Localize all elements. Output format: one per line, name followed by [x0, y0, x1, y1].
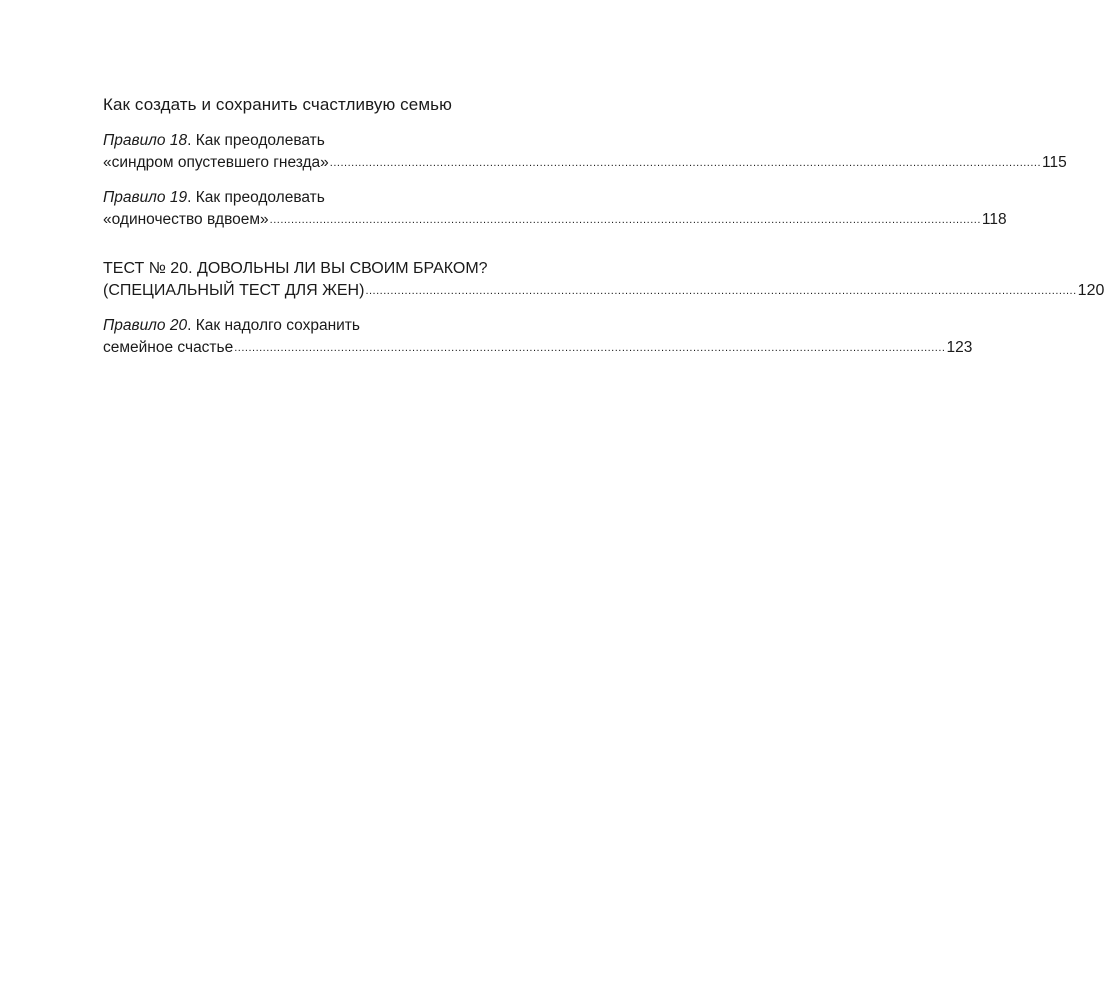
page-number: 120	[1077, 282, 1104, 299]
entry-subtitle: семейное счастье	[103, 339, 234, 356]
page-number: 123	[946, 339, 973, 356]
rule-title: . Как надолго сохранить	[187, 317, 360, 334]
entry-subtitle: «синдром опустевшего гнезда»	[103, 154, 329, 171]
rule-label: Правило 18	[103, 132, 188, 149]
toc-entry-rule-20	[103, 315, 973, 360]
entry-title-line	[103, 130, 568, 152]
toc-entry-rule-18	[103, 130, 1067, 175]
dot-leader: ........................................................................................................................................................................................................	[329, 157, 1042, 169]
test-title-line: ТЕСТ № 20. ДОВОЛЬНЫ ЛИ ВЫ СВОИМ БРАКОМ?	[103, 260, 488, 277]
test-subtitle: (СПЕЦИАЛЬНЫЙ ТЕСТ ДЛЯ ЖЕН)	[103, 282, 365, 299]
toc-entry-test-20	[103, 258, 1104, 303]
toc-entry-rule-19	[103, 187, 1007, 232]
entry-leader-line	[103, 209, 1007, 232]
dot-leader: ........................................................................................................................................................................................................	[365, 285, 1077, 297]
rule-label: Правило 19	[103, 189, 188, 206]
dot-leader: ........................................................................................................................................................................................................	[269, 214, 981, 226]
page-number: 115	[1042, 154, 1067, 171]
entry-leader-line	[103, 280, 1104, 303]
rule-title: . Как преодолевать	[187, 189, 325, 206]
toc-page	[103, 94, 1104, 372]
rule-title: . Как преодолевать	[187, 132, 325, 149]
entry-leader-line	[103, 337, 973, 360]
entry-subtitle: «одиночество вдвоем»	[103, 211, 269, 228]
dot-leader: ........................................................................................................................................................................................................	[234, 342, 946, 354]
entry-title-line	[103, 187, 568, 209]
rule-label: Правило 20	[103, 317, 188, 334]
page-number: 118	[981, 211, 1007, 228]
running-head: Как создать и сохранить счастливую семью	[103, 95, 452, 114]
entry-leader-line	[103, 152, 1067, 175]
entry-title-line	[103, 315, 568, 337]
